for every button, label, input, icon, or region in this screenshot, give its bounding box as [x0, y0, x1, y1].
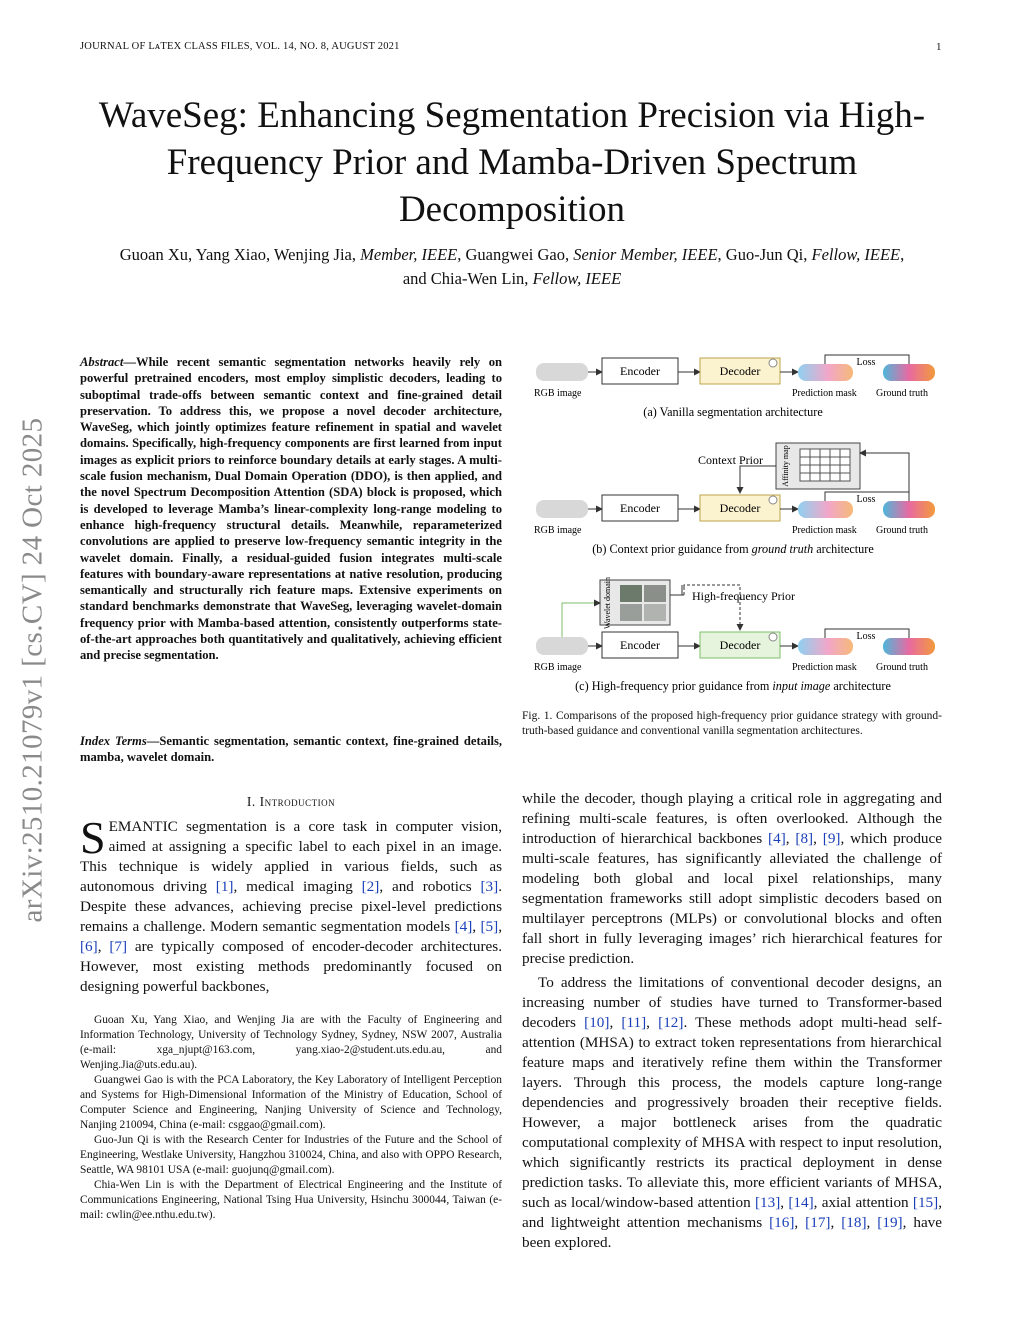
citation-link[interactable]: [18]: [841, 1214, 867, 1231]
decoder-label: Decoder: [719, 364, 761, 378]
subcaption-emph: input image: [772, 679, 831, 693]
author-names-3: , Guo-Jun Qi,: [717, 245, 812, 264]
loss-label: Loss: [856, 494, 876, 505]
context-prior-label: Context Prior: [698, 453, 763, 467]
citation-link[interactable]: [4]: [454, 918, 473, 935]
citation-link[interactable]: [19]: [877, 1214, 903, 1231]
gt-label: Ground truth: [876, 525, 928, 536]
subcaption-text: architecture: [830, 679, 891, 693]
footnote: Guoan Xu, Yang Xiao, and Wenjing Jia are with the Faculty of Engineering and Information Technology, University of Technology Sydney, Sydney, NSW 2007, Australia (e-mail: xga_njupt@163.com, yang.xiao-2@student.uts.edu.au, and Wenjing.Jia@uts.edu.au).: [80, 1014, 502, 1071]
wavelet-subband: [644, 604, 666, 621]
index-terms-label: Index Terms: [80, 734, 147, 748]
subcaption-emph: ground truth: [751, 542, 814, 556]
bulb-icon: [769, 633, 777, 641]
wavelet-subband: [620, 585, 642, 602]
right-column-text: [522, 789, 942, 1253]
affinity-label: Affinity map: [781, 445, 790, 487]
subcaption-c: [575, 679, 891, 693]
ground-truth-block: [883, 501, 935, 518]
author-role-1: Member, IEEE: [360, 245, 458, 264]
affinity-grid: [800, 449, 850, 481]
high-frequency-prior-diagram: [534, 577, 935, 673]
citation-link[interactable]: [15]: [912, 1194, 939, 1211]
intro-paragraph: SEMANTIC segmentation is a core task in computer vision, aimed at assigning a specific label to each pixel in an image. This technique is widely applied in various fields, such as autonomous driving [1], medical imaging [2], and robotics [3]. Despite these advances, achieving precise pixel-level predictions remains a challenge. Modern semantic segmentation models [4], [5], [6], [7] are typically composed of encoder-decoder architectures. However, most existing methods predominantly focused on designing powerful backbones,: [80, 812, 503, 995]
loss-label: Loss: [856, 631, 876, 642]
bulb-icon: [769, 496, 777, 504]
rgb-input-block: [536, 637, 588, 655]
figure-1: [522, 345, 947, 700]
citation-link[interactable]: [14]: [788, 1194, 814, 1211]
subcaption-text: (c) High-frequency prior guidance from: [575, 679, 773, 693]
running-header: JOURNAL OF LᴀTEX CLASS FILES, VOL. 14, NO. 8, AUGUST 2021: [80, 41, 400, 52]
rgb-label: RGB image: [534, 388, 582, 399]
author-role-4: Fellow, IEEE: [532, 269, 622, 288]
subcaption-text: (b) Context prior guidance from: [592, 542, 752, 556]
wavelet-label: Wavelet domain: [603, 576, 612, 630]
citation-link[interactable]: [10]: [584, 1014, 610, 1031]
author-role-2: Senior Member, IEEE: [573, 245, 718, 264]
citation-link[interactable]: [9]: [822, 830, 841, 847]
figure-caption: Fig. 1. Comparisons of the proposed high-frequency prior guidance strategy with ground-truth-based guidance and conventional vanilla segmentation architectures.: [522, 710, 942, 737]
body-text: , and lightweight attention mechanisms: [522, 1194, 943, 1231]
encoder-label: Encoder: [620, 501, 660, 515]
intro-text: . Despite these advances, achieving precise pixel-level predictions remains a challenge. Modern semantic segmentation models: [80, 878, 502, 935]
drop-cap: S: [80, 812, 106, 863]
intro-text: are typically composed of encoder-decoder architectures. However, most existing methods predominantly focused on designing powerful backbones,: [80, 938, 503, 995]
bulb-icon: [769, 359, 777, 367]
author-names-4: , and Chia-Wen Lin,: [402, 245, 905, 288]
author-names-2: , Guangwei Gao,: [457, 245, 574, 264]
arxiv-id: arXiv:2510.21079v1 [cs.CV] 24 Oct 2025: [16, 417, 49, 923]
body-text: To address the limitations of conventional decoder designs, an increasing number of studies have turned to Transformer-based decoders: [522, 974, 942, 1031]
citation-link[interactable]: [13]: [754, 1194, 781, 1211]
intro-text: , medical imaging: [233, 878, 362, 895]
prediction-block: [798, 364, 853, 381]
paragraph: To address the limitations of conventional decoder designs, an increasing number of studies have turned to Transformer-based decoders [10], [11], [12]. These methods adopt multi-head self-attention (MHSA) to extract token representations from hierarchical feature maps and iteratively refine them within the Transformer layers. Through this process, the models capture long-range dependencies and progressively broaden their receptive fields. However, a major bottleneck arises from the quadratic computational complexity of MHSA with respect to input resolution, which significantly restricts its practical deployment in dense prediction tasks. To alleviate this, more efficient variants of MHSA, such as local/window-based attention [13], [14], axial attention [15], and lightweight attention mechanisms [16], [17], [18], [19], have been explored.: [522, 974, 943, 1251]
index-terms: [80, 733, 502, 766]
decoder-label: Decoder: [719, 501, 761, 515]
loss-label: Loss: [856, 357, 876, 368]
ground-truth-block: [883, 364, 935, 381]
citation-link[interactable]: [3]: [480, 878, 499, 895]
encoder-label: Encoder: [620, 638, 660, 652]
citation-link[interactable]: [8]: [795, 830, 814, 847]
vanilla-architecture-diagram: [534, 355, 935, 399]
footnote: Chia-Wen Lin is with the Department of Electrical Engineering and the Institute of Communications Engineering, National Tsing Hua University, Hsinchu 300044, Taiwan (e-mail: cwlin@ee.nthu.edu.tw).: [80, 1179, 502, 1221]
section-title: Introduction: [259, 794, 336, 809]
gt-label: Ground truth: [876, 662, 928, 673]
rgb-input-block: [536, 500, 588, 518]
author-names-1: Guoan Xu, Yang Xiao, Wenjing Jia,: [119, 245, 361, 264]
prediction-block: [798, 501, 853, 518]
ground-truth-block: [883, 638, 935, 655]
page-number: 1: [936, 41, 942, 53]
author-footnotes: [80, 1013, 502, 1223]
context-prior-diagram: [534, 443, 935, 536]
body-text: , have been explored.: [522, 1214, 943, 1251]
abstract: [80, 354, 502, 664]
citation-link[interactable]: [7]: [109, 938, 128, 955]
intro-text: EMANTIC segmentation is a core task in computer vision, aimed at assigning a specific label to each pixel in an image. This technique is widely applied in various fields, such as autonomous driving: [80, 818, 502, 895]
citation-link[interactable]: [12]: [658, 1014, 684, 1031]
body-text: , which produce multi-scale features, has significantly alleviated the challenge of modeling both global and local pixel relationships, many segmentation frameworks still adopt simplistic decoders based on multilayer perceptrons (MLPs) or convolutional blocks and often fall short in fully leveraging images’ rich hierarchical features for precise prediction.: [522, 830, 942, 967]
decoder-label: Decoder: [719, 638, 761, 652]
paragraph: while the decoder, though playing a critical role in aggregating and refining multi-scale features, is often overlooked. Although the introduction of hierarchical backbones [4], [8], [9], which produce multi-scale features, has significantly alleviated the challenge of modeling both global and local pixel relationships, many segmentation frameworks still adopt simplistic decoders based on multilayer perceptrons (MLPs) or convolutional blocks and often fall short in fully leveraging images’ rich hierarchical features for precise prediction.: [522, 790, 942, 967]
pred-label: Prediction mask: [792, 388, 857, 399]
index-terms-text: —Semantic segmentation, semantic context, fine-grained details, mamba, wavelet domain.: [80, 734, 503, 765]
arxiv-stamp: [4, 375, 62, 965]
footnote: Guo-Jun Qi is with the Research Center for Industries of the Future and the School of Engineering, Westlake University, Hangzhou 310024, China, and also with OPPO Research, Seattle, WA 98101 USA (e-mail: guojunq@gmail.com).: [80, 1134, 502, 1176]
citation-link[interactable]: [5]: [480, 918, 499, 935]
subcaption-a: (a) Vanilla segmentation architecture: [643, 405, 823, 419]
author-list: [110, 243, 914, 291]
prediction-block: [798, 638, 853, 655]
body-text: while the decoder, though playing a critical role in aggregating and refining multi-scale features, is often overlooked. Although the introduction of hierarchical backbones: [522, 790, 942, 847]
body-text: . These methods adopt multi-head self-attention (MHSA) to extract token representations from hierarchical feature maps and iteratively refine them within the Transformer layers. Through this process, the models capture long-range dependencies and progressively broaden their receptive fields. However, a major bottleneck arises from the quadratic computational complexity of MHSA with respect to input resolution, which significantly restricts its practical deployment in dense prediction tasks. To alleviate this, more efficient variants of MHSA, such as local/window-based attention: [522, 1014, 943, 1211]
citation-link[interactable]: [16]: [769, 1214, 795, 1231]
intro-text: , and robotics: [379, 878, 481, 895]
section-heading-introduction: [80, 794, 502, 810]
rgb-label: RGB image: [534, 525, 582, 536]
abstract-text: —While recent semantic segmentation networks heavily rely on powerful pretrained encoders, most employ simplistic decoders, leading to suboptimal trade-offs between semantic context and fine-grained detail preservation. To address this, we propose a novel decoder architecture, WaveSeg, which jointly optimizes feature refinement in spatial and wavelet domains. Specifically, high-frequency components are first learned from input images as explicit priors to reinforce boundary details at early stages. A multi-scale fusion mechanism, Dual Domain Operation (DDO), is then applied, and the novel Spectrum Decomposition Attention (SDA) block is proposed, which is developed to leverage Mamba’s linear-complexity long-range modeling to enhance high-frequency structural details. Meanwhile, reparameterized convolutions are applied to preserve low-frequency semantic integrity in the wavelet domain. Finally, a residual-guided fusion integrates multi-scale features with boundary-aware representations at native resolution, producing semantically and structurally rich feature maps. Extensive experiments on standard benchmarks demonstrate that WaveSeg, leveraging wavelet-domain frequency prior with Mamba-based attention, consistently outperforms state-of-the-art approaches both quantitatively and qualitatively, achieving efficient and precise segmentation.: [80, 355, 502, 663]
author-role-3: Fellow, IEEE: [811, 245, 901, 264]
citation-link[interactable]: [17]: [805, 1214, 831, 1231]
abstract-label: Abstract: [80, 355, 124, 369]
rgb-input-block: [536, 363, 588, 381]
section-number: I.: [246, 794, 260, 809]
paper-title: WaveSeg: Enhancing Segmentation Precision via High-Frequency Prior and Mamba-Driven Spectrum Decomposition: [98, 95, 926, 230]
citation-link[interactable]: [2]: [361, 878, 380, 895]
pred-label: Prediction mask: [792, 662, 857, 673]
citation-link[interactable]: [6]: [80, 938, 98, 955]
wavelet-subband: [620, 604, 642, 621]
subcaption-b: [592, 542, 874, 556]
wavelet-subband: [644, 585, 666, 602]
hf-prior-label: High-frequency Prior: [692, 589, 795, 603]
gt-label: Ground truth: [876, 388, 928, 399]
pred-label: Prediction mask: [792, 525, 857, 536]
citation-link[interactable]: [4]: [768, 830, 786, 847]
citation-link[interactable]: [1]: [215, 878, 234, 895]
rgb-label: RGB image: [534, 662, 582, 673]
encoder-label: Encoder: [620, 364, 660, 378]
subcaption-text: architecture: [813, 542, 874, 556]
footnote: Guangwei Gao is with the PCA Laboratory, the Key Laboratory of Intelligent Perception and Systems for High-Dimensional Information of the Ministry of Education, School of Computer Science and Engineering, Nanjing University of Science and Technology, Nanjing 210094, China (e-mail: csggao@gmail.com).: [80, 1074, 502, 1131]
body-text: , axial attention: [813, 1194, 913, 1211]
citation-link[interactable]: [11]: [621, 1014, 647, 1031]
